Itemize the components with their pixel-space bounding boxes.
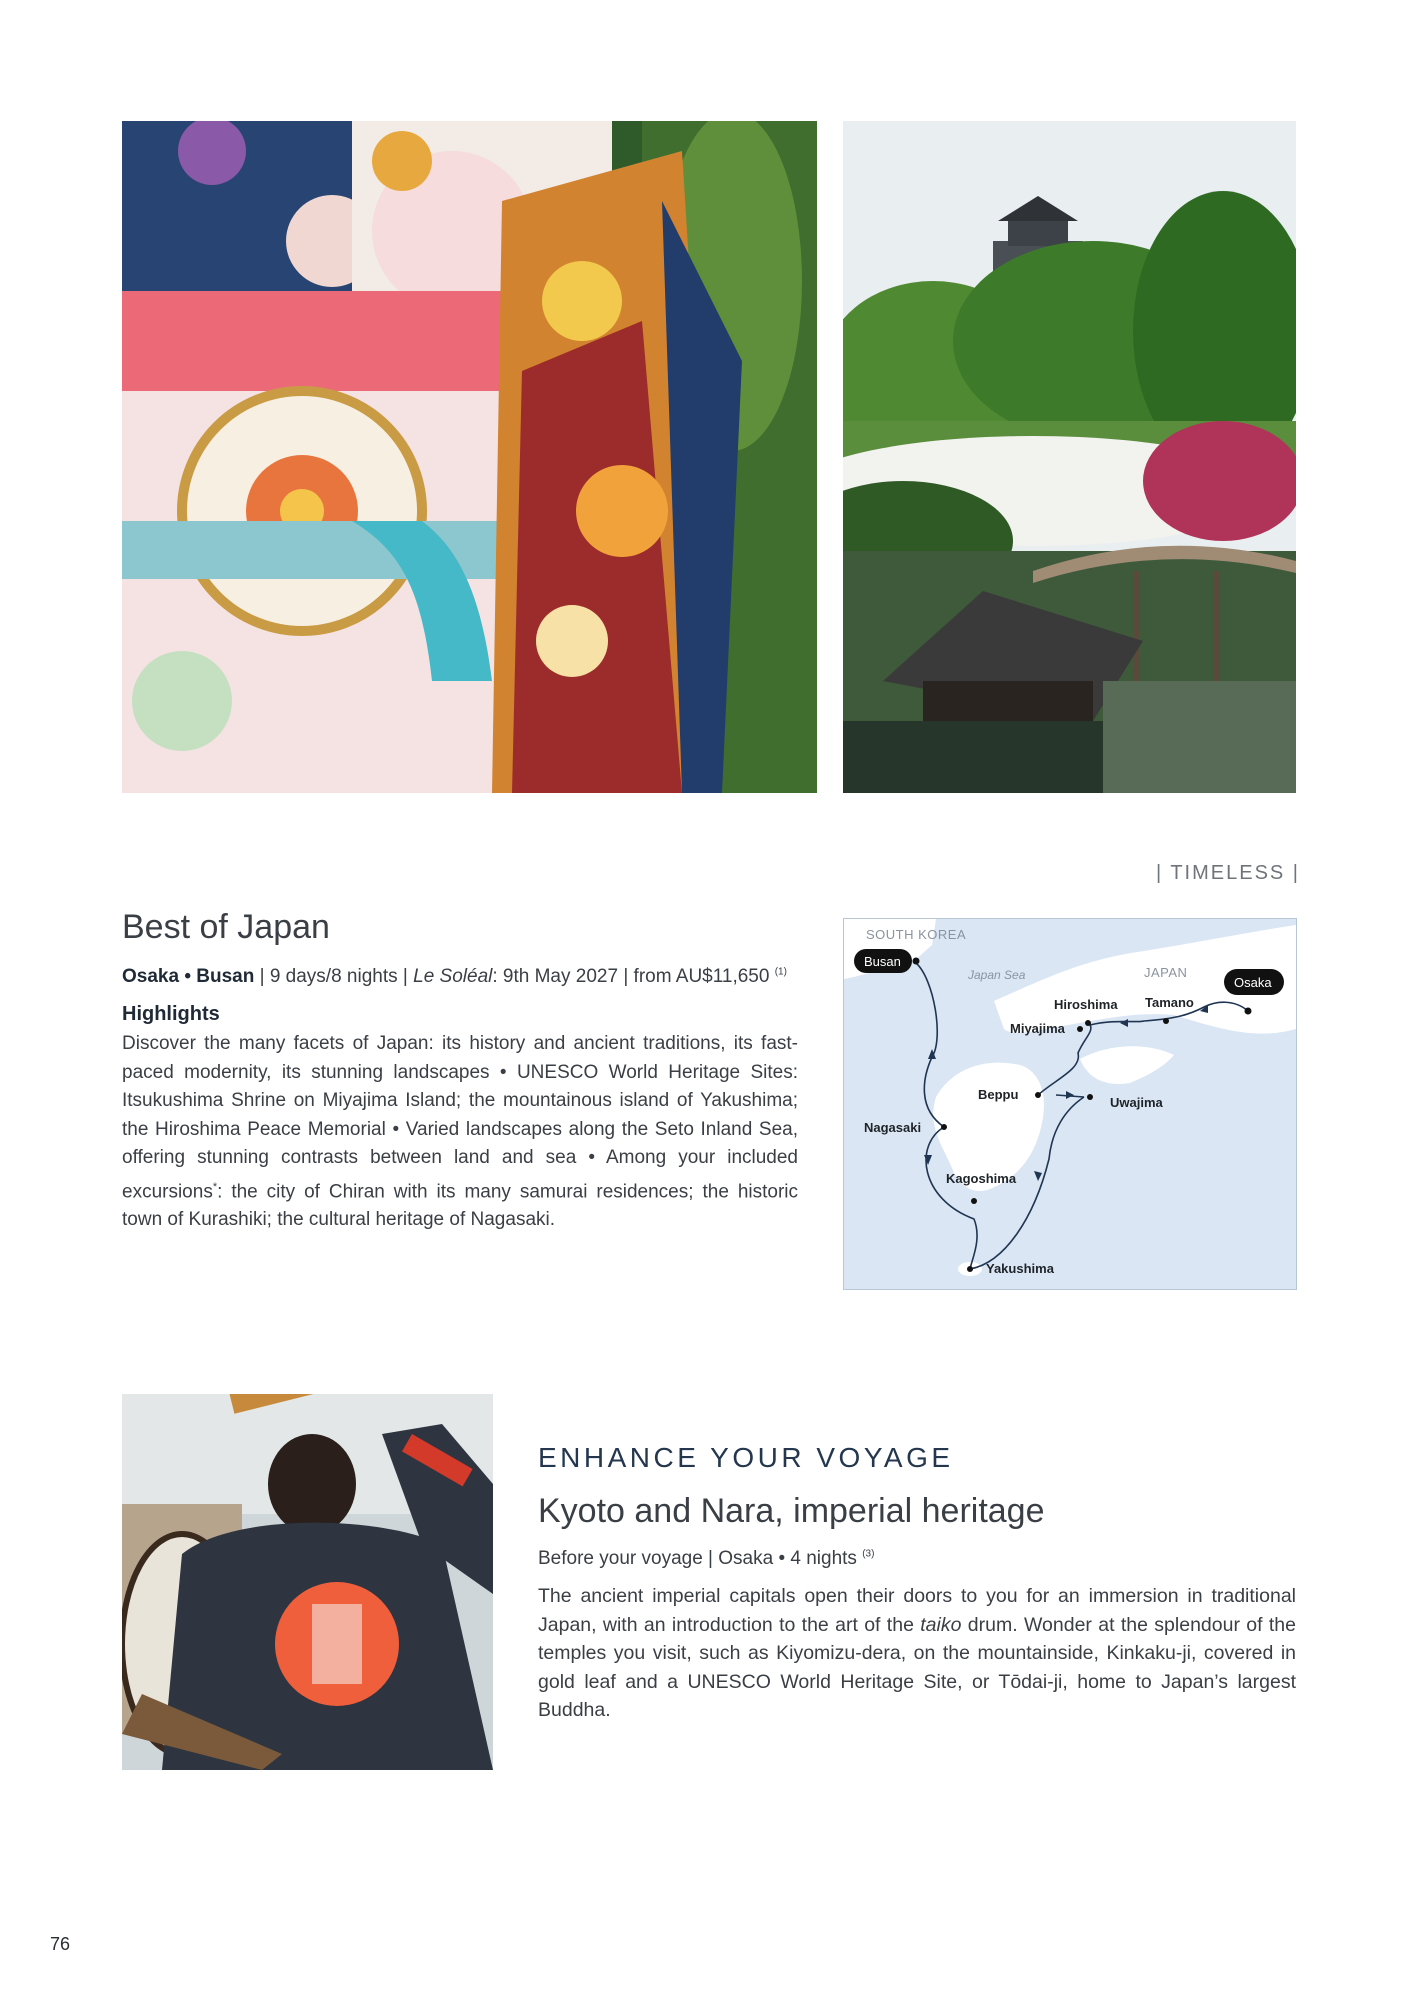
cruise-duration: | 9 days/8 nights | — [254, 966, 414, 987]
enhance-body-part-2: drum. Wonder at the splendour of the temples you visit, such as Kiyomizu-dera, on the mountainside, Kinkaku-ji, covered in gold leaf and a UNESCO World Heritage Site, or Tōdai-ji, home to Japan’s largest Buddha. — [538, 1613, 1296, 1721]
map-label-japan-sea: Japan Sea — [968, 968, 1026, 982]
highlights-text-part-1: Discover the many facets of Japan: its history and ancient traditions, its fast-paced modernity, its stunning landscapes • UNESCO World Heritage Sites: Itsukushima Shrine on Miyajima Island; the mountainous island of Yakushima; the Hiroshima Peace Memorial • Varied landscapes along the Seto Inland Sea, offering stunning contrasts between land and sea • Among your included excursions — [122, 1033, 798, 1202]
enhance-body-emphasis: taiko — [920, 1613, 962, 1636]
enhance-meta — [538, 1548, 874, 1570]
map-stop-miyajima: Miyajima — [1010, 1021, 1065, 1036]
map-stop-hiroshima: Hiroshima — [1054, 997, 1118, 1012]
section-tag: | TIMELESS | — [1155, 862, 1300, 884]
map-stop-uwajima: Uwajima — [1110, 1095, 1163, 1110]
map-stop-beppu: Beppu — [978, 1087, 1019, 1102]
map-port-osaka: Osaka — [1234, 975, 1272, 990]
enhance-body — [538, 1582, 1296, 1725]
enhance-meta-text: Before your voyage | Osaka • 4 nights — [538, 1548, 863, 1569]
cruise-route: Osaka • Busan — [122, 966, 255, 987]
enhance-title: Kyoto and Nara, imperial heritage — [538, 1492, 1045, 1530]
cruise-date-price: : 9th May 2027 | from AU$11,650 — [492, 966, 775, 987]
taiko-drummer-photo — [122, 1394, 493, 1770]
castle-garden-bridge-photo — [843, 121, 1296, 793]
page-number: 76 — [50, 1934, 71, 1954]
route-map — [843, 918, 1297, 1290]
highlights-heading: Highlights — [122, 1003, 220, 1025]
cruise-meta-line — [122, 966, 802, 988]
enhance-body-part-1: The ancient imperial capitals open their doors to you for an immersion in traditional Japan, with an introduction to the art of the — [538, 1585, 1296, 1636]
highlights-text — [122, 1030, 798, 1235]
cruise-title: Best of Japan — [122, 908, 330, 946]
enhance-footnote: (3) — [862, 1548, 875, 1560]
map-stop-yakushima: Yakushima — [986, 1261, 1054, 1276]
map-port-busan: Busan — [864, 954, 901, 969]
price-footnote: (1) — [774, 966, 787, 978]
map-label-japan: JAPAN — [1144, 965, 1188, 980]
map-stop-kagoshima: Kagoshima — [946, 1171, 1017, 1186]
highlights-text-part-2: : the city of Chiran with its many samurai residences; the historic town of Kurashiki; the cultural heritage of Nagasaki. — [122, 1180, 798, 1231]
enhance-kicker: ENHANCE YOUR VOYAGE — [538, 1442, 954, 1473]
ship-name: Le Soléal — [413, 966, 493, 987]
kimono-obi-photo — [122, 121, 817, 793]
map-stop-tamano: Tamano — [1145, 995, 1194, 1010]
excursion-footnote-mark: * — [212, 1180, 218, 1193]
map-label-south-korea: SOUTH KOREA — [866, 927, 967, 942]
map-stop-nagasaki: Nagasaki — [864, 1120, 922, 1135]
